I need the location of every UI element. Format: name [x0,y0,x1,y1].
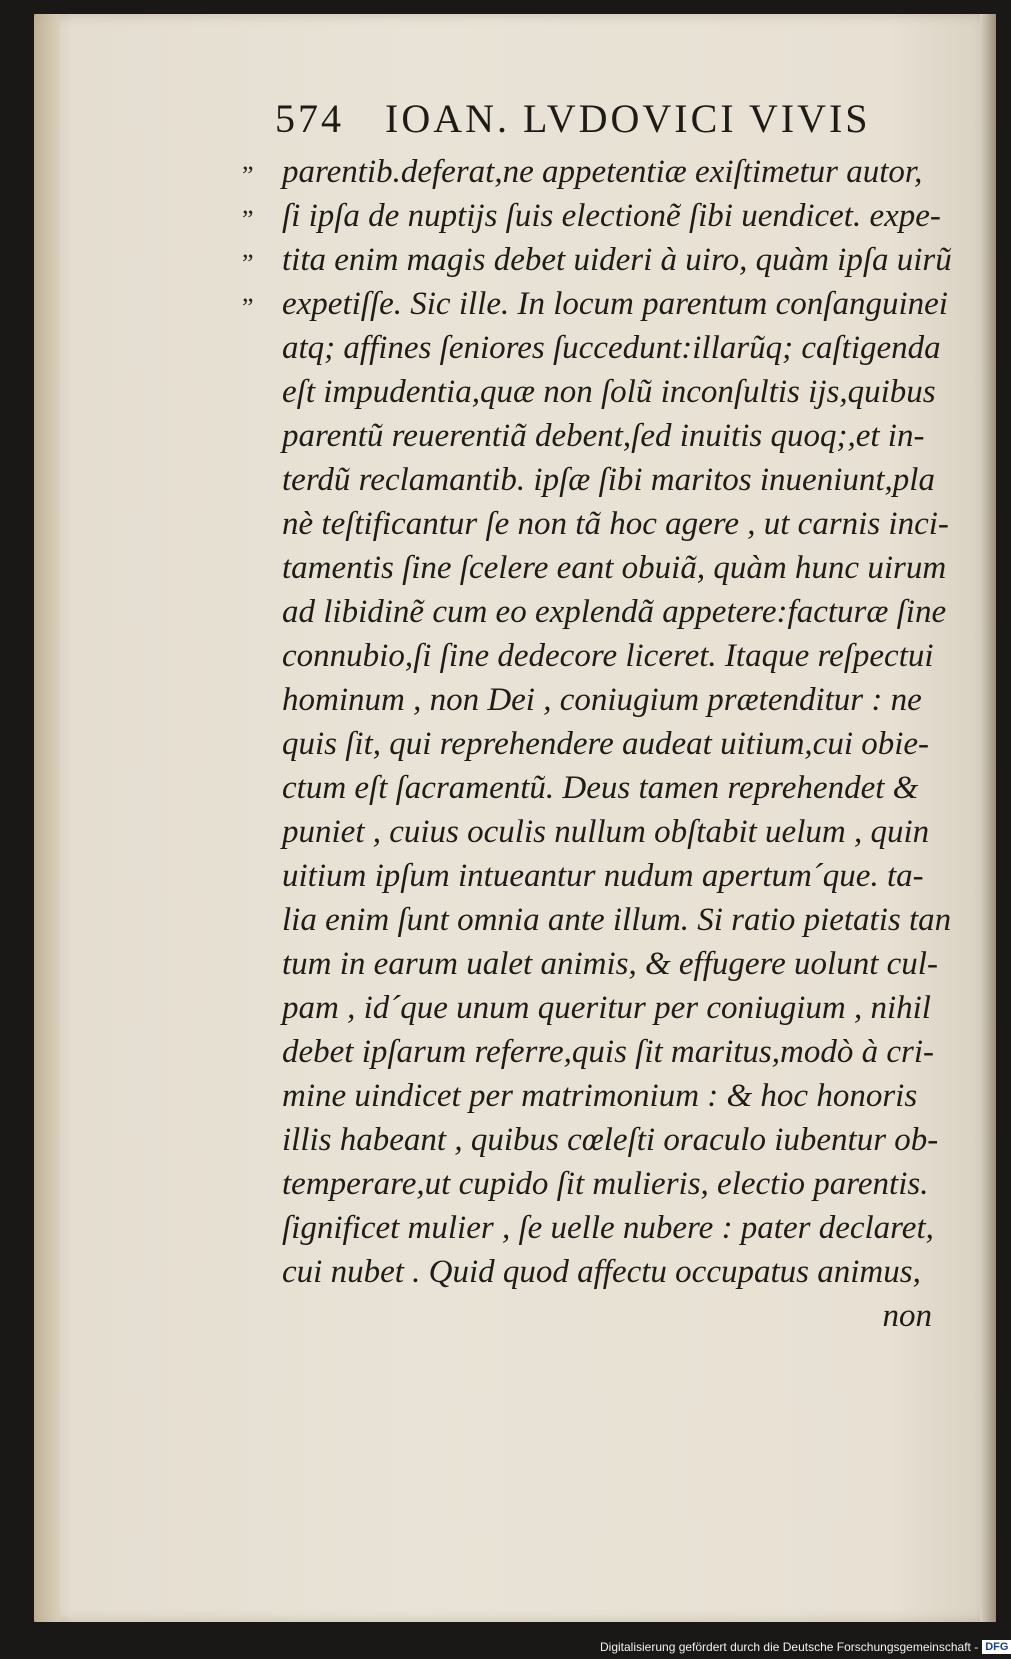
line-text: atq; affines ſeniores ſuccedunt:illarũq; caſtigenda [282,330,941,366]
running-title: IOAN. LVDOVICI VIVIS [385,96,871,141]
line-text: temperare,ut cupido ſit mulieris, electio parentis. [282,1166,929,1202]
line-text: terdũ reclamantib. ipſæ ſibi maritos inueniunt,pla [282,462,935,498]
line-text: pam , id´que unum queritur per coniugium , nihil [282,990,931,1026]
text-line [282,854,942,898]
line-text: ſi ipſa de nuptijs ſuis electionẽ ſibi uendicet. expe- [282,198,941,234]
quote-mark: ” [242,161,254,190]
line-text: debet ipſarum referre,quis ſit maritus,modò à cri- [282,1034,935,1070]
line-text: hominum , non Dei , coniugium prætenditur : ne [282,682,922,718]
line-text: ctum eſt ſacramentũ. Deus tamen reprehendet & [282,770,919,806]
text-line [282,898,952,942]
line-text: ſignificet mulier , ſe uelle nubere : pater declaret, [282,1210,934,1246]
text-line [282,722,942,766]
text-line [282,1074,942,1118]
text-line [282,546,947,590]
text-line [282,942,942,986]
text-line [282,810,942,854]
line-text: nè teſtificantur ſe non tã hoc agere , ut carnis inci- [282,506,949,542]
text-line [282,678,942,722]
text-line [282,1206,942,1250]
text-line [242,194,942,238]
text-line [282,414,942,458]
line-text: illis habeant , quibus cœleſti oraculo iubentur ob- [282,1122,939,1158]
line-text: tita enim magis debet uideri à uiro, quàm ipſa uirũ [282,242,952,278]
quote-mark: ” [242,249,254,278]
text-line [282,1030,942,1074]
page-fore-edge [980,14,996,1622]
page-number: 574 [275,96,344,141]
line-text: parentib.deferat,ne appetentiæ exiſtimetur autor, [282,154,923,190]
page-gutter-edge [34,14,60,1622]
text-line [282,370,942,414]
text-line [282,326,942,370]
dfg-logo: DFG [982,1640,1011,1654]
quote-mark: ” [242,205,254,234]
text-line [282,634,942,678]
text-line [282,590,947,634]
line-text: parentũ reuerentiã debent,ſed inuitis quoq;,et in- [282,418,925,454]
quote-mark: ” [242,293,254,322]
line-text: tamentis ſine ſcelere eant obuiã, quàm hunc uirum [282,550,947,586]
text-line [242,238,952,282]
line-text: lia enim ſunt omnia ante illum. Si ratio pietatis tan [282,902,952,938]
text-line [282,1162,942,1206]
text-line [282,502,949,546]
text-line [282,986,942,1030]
line-text: quis ſit, qui reprehendere audeat uitium,cui obie- [282,726,930,762]
line-text: uitium ipſum intueantur nudum apertum´que. ta- [282,858,924,894]
line-text: ad libidinẽ cum eo explendã appetere:facturæ ſine [282,594,947,630]
line-text: mine uindicet per matrimonium : & hoc honoris [282,1078,918,1114]
text-line [282,766,942,810]
line-text: expetiſſe. Sic ille. In locum parentum conſanguinei [282,286,948,322]
text-line [282,1118,942,1162]
text-line [282,458,942,502]
text-line [282,1250,942,1294]
line-text: puniet , cuius oculis nullum obſtabit uelum , quin [282,814,930,850]
line-text: eſt impudentia,quæ non ſolũ inconſultis ijs,quibus [282,374,936,410]
line-text: tum in earum ualet animis, & effugere uolunt cul- [282,946,938,982]
text-line [242,282,948,326]
body-text [242,150,952,1338]
line-text: cui nubet . Quid quod affectu occupatus animus, [282,1254,921,1290]
funding-credit: Digitalisierung gefördert durch die Deutsche Forschungsgemeinschaft - [600,1640,979,1654]
digitization-footer [600,1637,1009,1657]
catchword: non [882,1298,932,1334]
text-line [242,150,942,194]
running-header [275,95,915,147]
line-text: connubio,ſi ſine dedecore liceret. Itaque reſpectui [282,638,934,674]
